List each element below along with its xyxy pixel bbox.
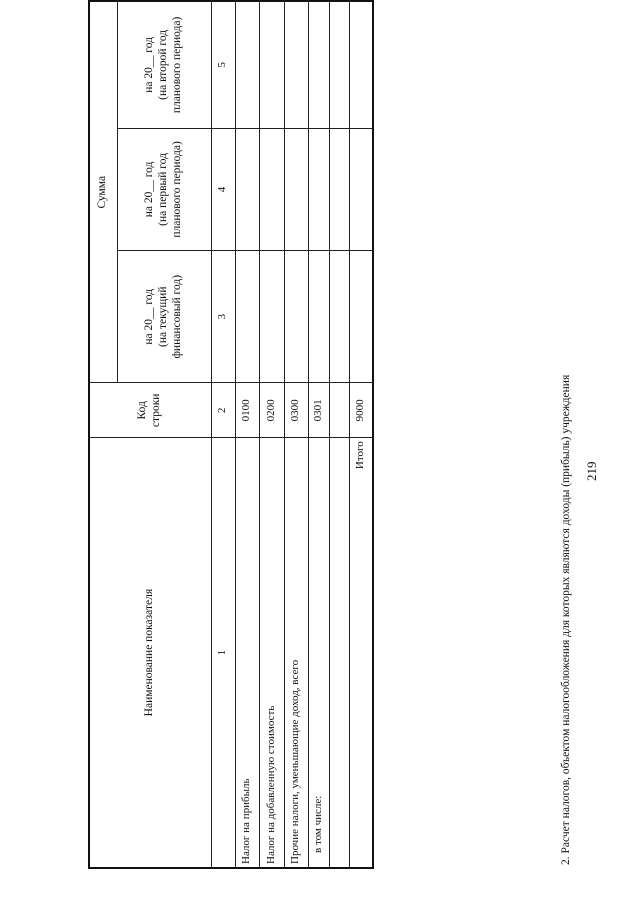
table-row: [329, 1, 349, 868]
col-number: 2: [211, 383, 235, 438]
row-name: в том числе:: [308, 438, 329, 868]
value-cell[interactable]: [259, 251, 284, 383]
table-row: [308, 1, 329, 868]
value-cell[interactable]: [349, 1, 373, 128]
row-name: Налог на прибыль: [235, 438, 259, 868]
header-sum: Сумма: [89, 1, 117, 383]
value-cell[interactable]: [329, 251, 349, 383]
table-row: [235, 1, 259, 868]
row-code: 9000: [349, 383, 373, 438]
table-row: [284, 1, 308, 868]
row-code: 0200: [259, 383, 284, 438]
header-name: Наименование показателя: [89, 438, 211, 868]
row-name: [329, 438, 349, 868]
value-cell[interactable]: [284, 1, 308, 128]
value-cell[interactable]: [259, 1, 284, 128]
value-cell[interactable]: [235, 128, 259, 250]
row-code: 0300: [284, 383, 308, 438]
row-name: Налог на добавленную стоимость: [259, 438, 284, 868]
value-cell[interactable]: [349, 128, 373, 250]
col-number: 5: [211, 1, 235, 128]
row-code: [329, 383, 349, 438]
table-row-total: [349, 1, 373, 868]
header-current-year: на 20__ год (на текущий финансовый год): [117, 251, 211, 383]
value-cell[interactable]: [259, 128, 284, 250]
value-cell[interactable]: [308, 128, 329, 250]
value-cell[interactable]: [284, 128, 308, 250]
header-code: Код строки: [89, 383, 211, 438]
tax-table: [88, 0, 374, 869]
col-number: 3: [211, 251, 235, 383]
col-number: 4: [211, 128, 235, 250]
value-cell[interactable]: [329, 128, 349, 250]
page-number: 219: [584, 461, 599, 481]
row-name: Прочие налоги, уменьшающие доход, всего: [284, 438, 308, 868]
row-code: 0100: [235, 383, 259, 438]
row-name-total: Итого: [349, 438, 373, 868]
row-code: 0301: [308, 383, 329, 438]
header-first-plan-year: на 20__ год (на первый год планового периода): [117, 128, 211, 250]
value-cell[interactable]: [308, 1, 329, 128]
value-cell[interactable]: [308, 251, 329, 383]
table-row: [259, 1, 284, 868]
value-cell[interactable]: [284, 251, 308, 383]
value-cell[interactable]: [349, 251, 373, 383]
value-cell[interactable]: [235, 251, 259, 383]
value-cell[interactable]: [235, 1, 259, 128]
section-title: 2. Расчет налогов, объектом налогообложения для которых являются доходы (прибыль) учреждения: [560, 374, 572, 865]
col-number: 1: [211, 438, 235, 868]
value-cell[interactable]: [329, 1, 349, 128]
header-second-plan-year: на 20__ год (на второй год планового периода): [117, 1, 211, 128]
